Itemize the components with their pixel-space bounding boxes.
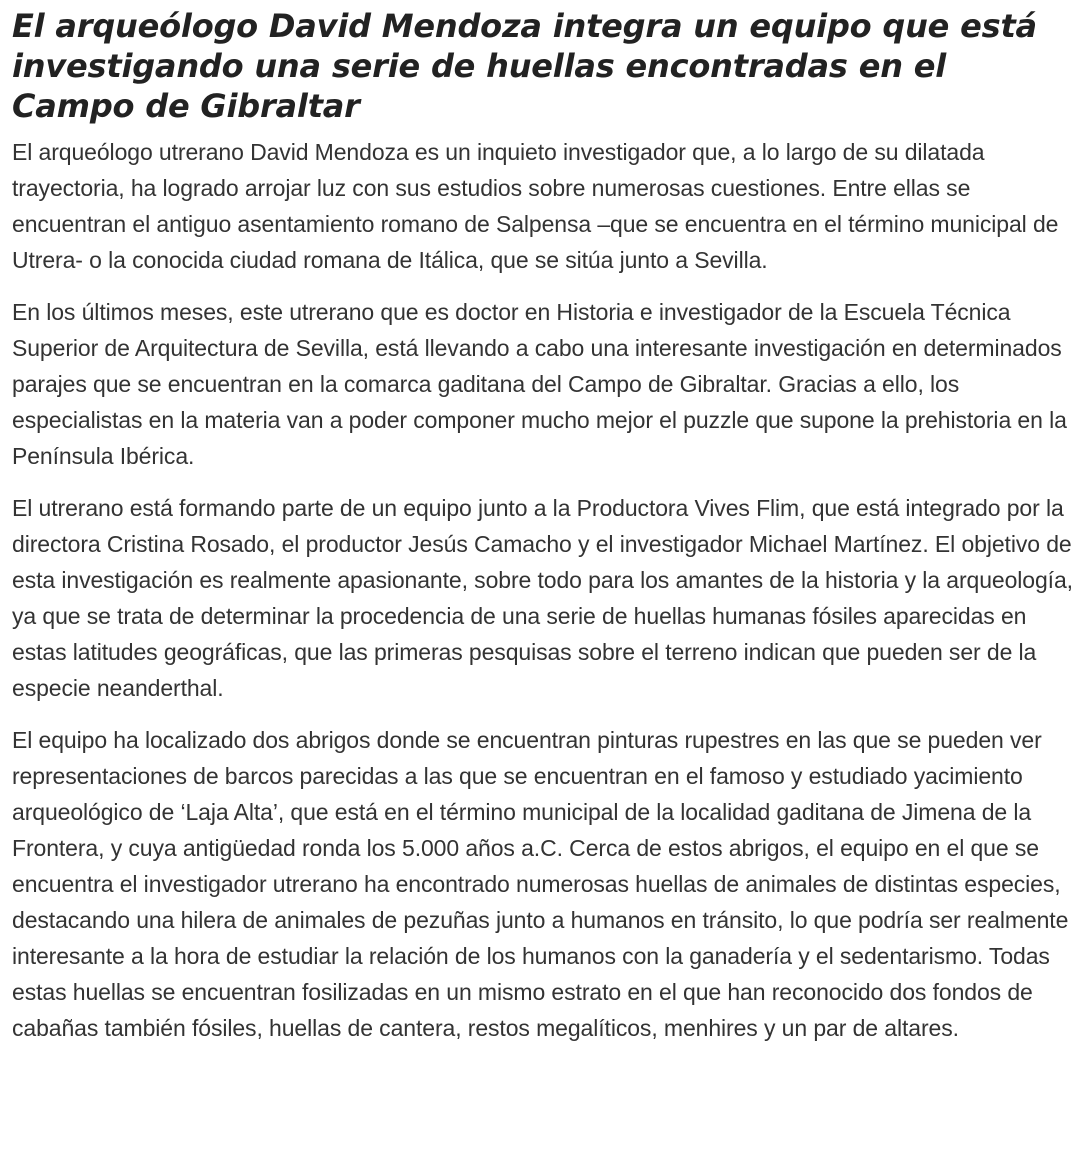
article-paragraph: El utrerano está formando parte de un equipo junto a la Productora Vives Flim, que está integrado por la directora Cristina Rosado, el productor Jesús Camacho y el investigador Michael Martínez. El objetivo de esta investigación es realmente apasionante, sobre todo para los amantes de la historia y la arqueología, ya que se trata de determinar la procedencia de una serie de huellas humanas fósiles aparecidas en estas latitudes geográficas, que las primeras pesquisas sobre el terreno indican que pueden ser de la especie neanderthal. <box>12 495 1073 701</box>
article-paragraph: El arqueólogo utrerano David Mendoza es un inquieto investigador que, a lo largo de su dilatada trayectoria, ha logrado arrojar luz con sus estudios sobre numerosas cuestiones. Entre ellas se encuentran el antiguo asentamiento romano de Salpensa –que se encuentra en el término municipal de Utrera- o la conocida ciudad romana de Itálica, que se sitúa junto a Sevilla. <box>12 139 1059 273</box>
article-paragraph: En los últimos meses, este utrerano que es doctor en Historia e investigador de la Escuela Técnica Superior de Arquitectura de Sevilla, está llevando a cabo una interesante investigación en determinados parajes que se encuentran en la comarca gaditana del Campo de Gibraltar. Gracias a ello, los especialistas en la materia van a poder componer mucho mejor el puzzle que supone la prehistoria en la Península Ibérica. <box>12 299 1067 469</box>
article-paragraph: El equipo ha localizado dos abrigos donde se encuentran pinturas rupestres en las que se pueden ver representaciones de barcos parecidas a las que se encuentran en el famoso y estudiado yacimiento arqueológico de ‘Laja Alta’, que está en el término municipal de la localidad gaditana de Jimena de la Frontera, y cuya antigüedad ronda los 5.000 años a.C. Cerca de estos abrigos, el equipo en el que se encuentra el investigador utrerano ha encontrado numerosas huellas de animales de distintas especies, destacando una hilera de animales de pezuñas junto a humanos en tránsito, lo que podría ser realmente interesante a la hora de estudiar la relación de los humanos con la ganadería y el sedentarismo. Todas estas huellas se encuentran fosilizadas en un mismo estrato en el que han reconocido dos fondos de cabañas también fósiles, huellas de cantera, restos megalíticos, menhires y un par de altares. <box>12 727 1069 1041</box>
article-headline: El arqueólogo David Mendoza integra un equipo que está investigando una serie de huellas encontradas en el Campo de Gibraltar <box>12 7 1037 125</box>
